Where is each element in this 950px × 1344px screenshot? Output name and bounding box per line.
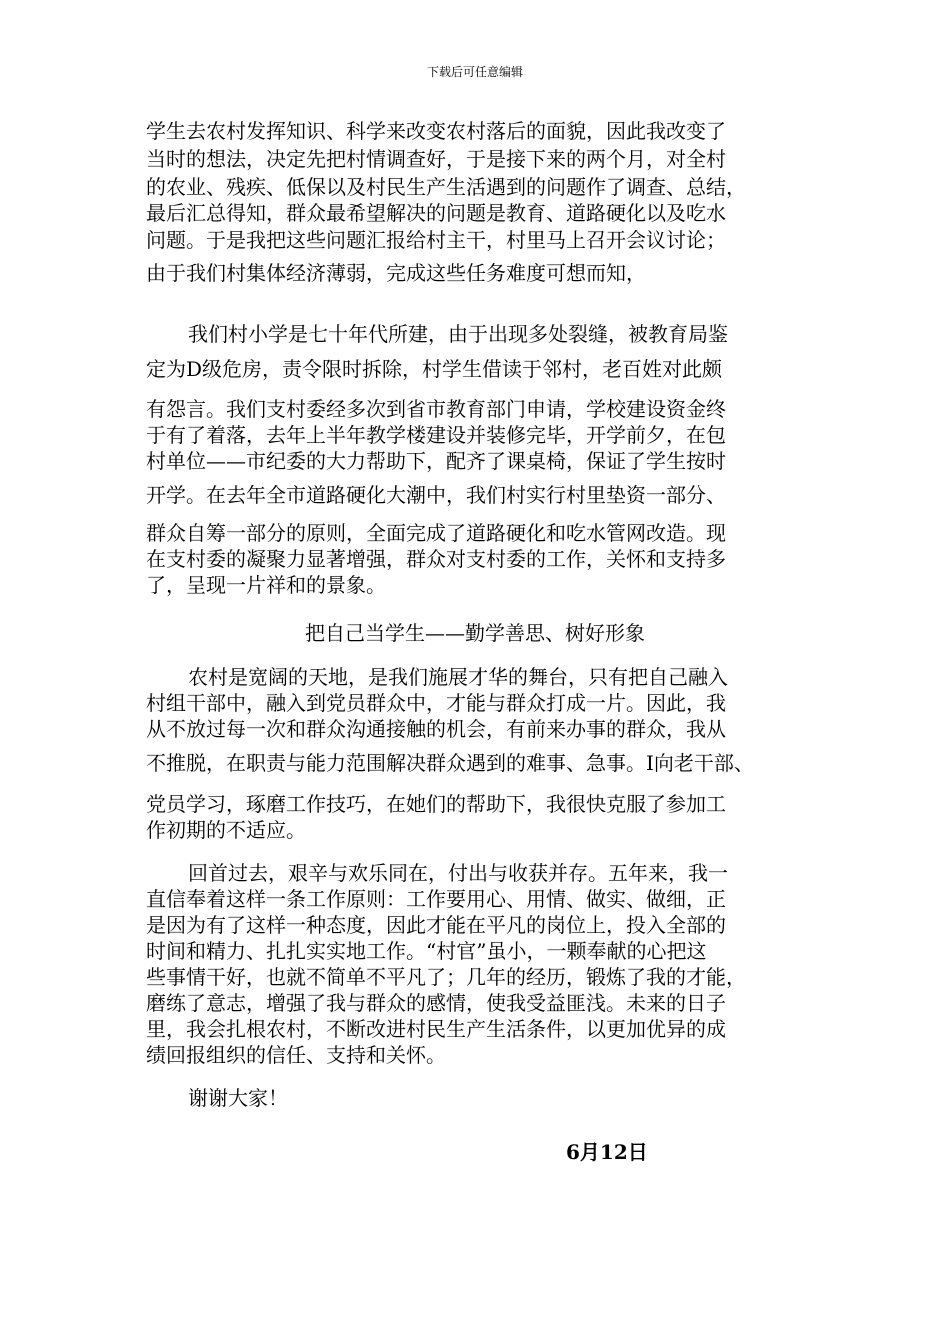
body-line: 村组干部中，融入到党员群众中，才能与群众打成一片。因此，我 bbox=[146, 691, 726, 715]
body-line: 学生去农村发挥知识、科学来改变农村落后的面貌，因此我改变了 bbox=[146, 119, 726, 143]
body-line: 些事情干好，也就不简单不平凡了；几年的经历，锻炼了我的才能， bbox=[146, 965, 746, 989]
page-header: 下载后可任意编辑 bbox=[426, 65, 523, 79]
body-line: 于有了着落，去年上半年教学楼建设并装修完毕，开学前夕，在包 bbox=[146, 423, 726, 447]
body-line: 在支村委的凝聚力显著增强，群众对支村委的工作，关怀和支持多 bbox=[146, 547, 726, 571]
body-line: 党员学习，琢磨工作技巧，在她们的帮助下，我很快克服了参加工 bbox=[146, 792, 726, 816]
body-line: 最后汇总得知，群众最希望解决的问题是教育、道路硬化以及吃水 bbox=[146, 201, 726, 225]
body-line: 不推脱，在职责与能力范围解决群众遇到的难事、急事。I向老干部、 bbox=[146, 751, 754, 775]
body-line: 直信奉着这样一条工作原则：工作要用心、用情、做实、做细，正 bbox=[146, 887, 726, 911]
body-line: 作初期的不适应。 bbox=[146, 818, 306, 842]
body-line: 定为D级危房，责令限时拆除，村学生借读于邻村，老百姓对此颇 bbox=[146, 357, 723, 381]
body-line: 磨练了意志，增强了我与群众的感情，使我受益匪浅。未来的日子 bbox=[146, 991, 726, 1015]
body-line: 开学。在去年全市道路硬化大潮中，我们村实行村里垫资一部分、 bbox=[146, 483, 726, 507]
body-line: 我们村小学是七十年代所建，由于出现多处裂缝，被教育局鉴 bbox=[188, 322, 728, 346]
body-line: 绩回报组织的信任、支持和关怀。 bbox=[146, 1043, 446, 1067]
body-line: 了，呈现一片祥和的景象。 bbox=[146, 573, 386, 597]
body-line: 由于我们村集体经济薄弱，完成这些任务难度可想而知， bbox=[146, 261, 646, 285]
body-line: 里，我会扎根农村，不断改进村民生产生活条件，以更加优异的成 bbox=[146, 1017, 726, 1041]
body-line: 的农业、残疾、低保以及村民生产生活遇到的问题作了调查、总结， bbox=[146, 175, 746, 199]
body-line: 村单位——市纪委的大力帮助下，配齐了课桌椅，保证了学生按时 bbox=[146, 449, 726, 473]
body-line: 有怨言。我们支村委经多次到省市教育部门申请，学校建设资金终 bbox=[146, 397, 726, 421]
body-line: 问题。于是我把这些问题汇报给村主干，村里马上召开会议讨论； bbox=[146, 228, 726, 252]
body-line: 从不放过每一次和群众沟通接触的机会，有前来办事的群众，我从 bbox=[146, 717, 726, 741]
body-line: 回首过去，艰辛与欢乐同在，付出与收获并存。五年来，我一 bbox=[188, 861, 728, 885]
body-line: 当时的想法，决定先把村情调查好，于是接下来的两个月，对全村 bbox=[146, 147, 726, 171]
body-line: 是因为有了这样一种态度，因此才能在平凡的岗位上，投入全部的 bbox=[146, 913, 726, 937]
document-date: 6月12日 bbox=[566, 1140, 648, 1164]
body-line: 农村是宽阔的天地，是我们施展才华的舞台，只有把自己融入 bbox=[188, 665, 728, 689]
section-title: 把自己当学生——勤学善思、树好形象 bbox=[305, 621, 645, 645]
body-line: 群众自筹一部分的原则，全面完成了道路硬化和吃水管网改造。现 bbox=[146, 521, 726, 545]
closing-line: 谢谢大家！ bbox=[188, 1086, 288, 1110]
body-line: 时间和精力、扎扎实实地工作。“村官”虽小，一颗奉献的心把这 bbox=[146, 939, 707, 963]
